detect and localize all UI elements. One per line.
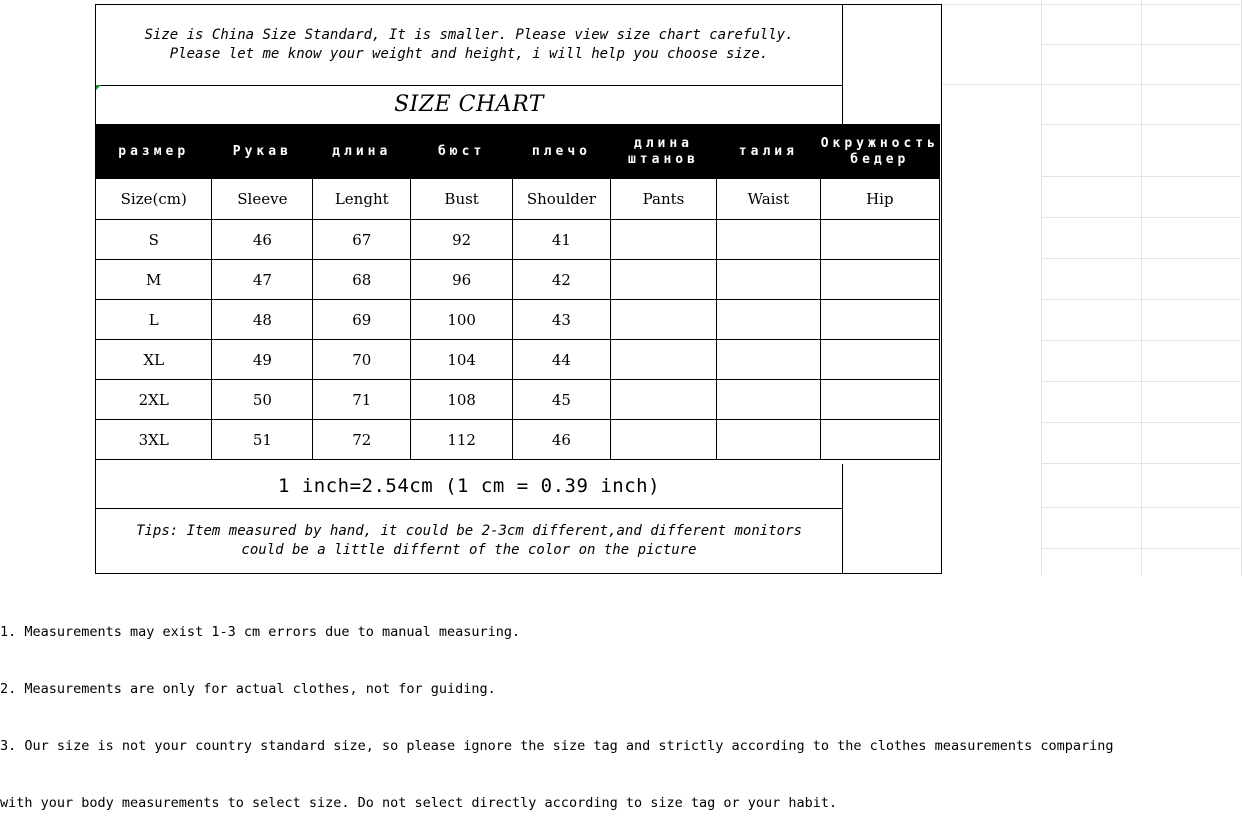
chart-title: SIZE CHART (96, 85, 843, 124)
table-row (96, 260, 940, 300)
pants-cell (610, 260, 716, 300)
gridline (1041, 381, 1241, 382)
shoulder-cell: 42 (513, 260, 611, 300)
sleeve-cell: 46 (212, 220, 313, 260)
header-cell: плечо (513, 125, 611, 179)
size-cell: L (96, 300, 212, 340)
size-cell: 2XL (96, 380, 212, 420)
header-cell: бюст (411, 125, 513, 179)
pants-cell (610, 300, 716, 340)
bust-cell: 112 (411, 420, 513, 460)
bust-cell: 92 (411, 220, 513, 260)
header-cell: Waist (717, 179, 821, 220)
header-cell: размер (96, 125, 212, 179)
header-cell: Size(cm) (96, 179, 212, 220)
hip-cell (820, 420, 939, 460)
header-cell: талия (717, 125, 821, 179)
table-row (96, 300, 940, 340)
gridline (1041, 258, 1241, 259)
empty-cell (842, 5, 943, 124)
bust-cell: 100 (411, 300, 513, 340)
sleeve-cell: 50 (212, 380, 313, 420)
gridline (1041, 44, 1241, 45)
header-cell: длина (313, 125, 411, 179)
gridline (942, 84, 1242, 85)
tips-line-1: Tips: Item measured by hand, it could be 2-3cm different,and different monitors (136, 523, 802, 539)
note-line: with your body measurements to select size. Do not select directly according to size tag or your habit. (0, 795, 838, 811)
waist-cell (717, 420, 821, 460)
measurement-tips (96, 509, 843, 573)
header-cell: Lenght (313, 179, 411, 220)
size-chart-sheet (95, 4, 942, 574)
header-cell: Sleeve (212, 179, 313, 220)
header-cell: Bust (411, 179, 513, 220)
shoulder-cell: 44 (513, 340, 611, 380)
length-cell: 71 (313, 380, 411, 420)
length-cell: 70 (313, 340, 411, 380)
size-table (95, 124, 940, 460)
hip-cell (820, 300, 939, 340)
bust-cell: 104 (411, 340, 513, 380)
note-line: 1. Measurements may exist 1-3 cm errors due to manual measuring. (0, 624, 521, 640)
header-cell: Окружность бедер (820, 125, 939, 179)
notice-line-1: Size is China Size Standard, It is smaller. Please view size chart carefully. (144, 27, 794, 43)
shoulder-cell: 41 (513, 220, 611, 260)
waist-cell (717, 260, 821, 300)
length-cell: 69 (313, 300, 411, 340)
bust-cell: 96 (411, 260, 513, 300)
length-cell: 67 (313, 220, 411, 260)
hip-cell (820, 340, 939, 380)
english-header-row (96, 179, 940, 220)
gridline (1041, 124, 1241, 125)
gridline (1141, 0, 1142, 575)
size-cell: S (96, 220, 212, 260)
pants-cell (610, 340, 716, 380)
size-cell: M (96, 260, 212, 300)
header-cell: Рукав (212, 125, 313, 179)
measurement-notes (0, 585, 1243, 832)
table-row (96, 340, 940, 380)
header-cell: Shoulder (513, 179, 611, 220)
notice-line-2: Please let me know your weight and height, i will help you choose size. (169, 46, 769, 62)
pants-cell (610, 380, 716, 420)
waist-cell (717, 220, 821, 260)
table-row (96, 420, 940, 460)
gridline (942, 4, 1242, 5)
gridline (1041, 463, 1241, 464)
unit-conversion: 1 inch=2.54cm (1 cm = 0.39 inch) (96, 464, 843, 509)
waist-cell (717, 340, 821, 380)
sleeve-cell: 49 (212, 340, 313, 380)
hip-cell (820, 220, 939, 260)
header-cell: Pants (610, 179, 716, 220)
table-row (96, 380, 940, 420)
hip-cell (820, 260, 939, 300)
gridline (1041, 548, 1241, 549)
size-cell: XL (96, 340, 212, 380)
header-cell: длина штанов (610, 125, 716, 179)
sleeve-cell: 51 (212, 420, 313, 460)
sleeve-cell: 47 (212, 260, 313, 300)
gridline (1041, 0, 1042, 575)
gridline (1041, 422, 1241, 423)
note-line: 3. Our size is not your country standard size, so please ignore the size tag and strictly according to the clothes measurements comparing (0, 738, 1114, 754)
size-notice (96, 5, 843, 86)
length-cell: 68 (313, 260, 411, 300)
shoulder-cell: 46 (513, 420, 611, 460)
gridline (1041, 299, 1241, 300)
gridline (1041, 176, 1241, 177)
shoulder-cell: 45 (513, 380, 611, 420)
sleeve-cell: 48 (212, 300, 313, 340)
gridline (1241, 0, 1242, 575)
shoulder-cell: 43 (513, 300, 611, 340)
waist-cell (717, 300, 821, 340)
bust-cell: 108 (411, 380, 513, 420)
gridline (1041, 340, 1241, 341)
russian-header-row (96, 125, 940, 179)
gridline (1041, 507, 1241, 508)
size-cell: 3XL (96, 420, 212, 460)
table-row (96, 220, 940, 260)
pants-cell (610, 420, 716, 460)
hip-cell (820, 380, 939, 420)
length-cell: 72 (313, 420, 411, 460)
pants-cell (610, 220, 716, 260)
waist-cell (717, 380, 821, 420)
note-line: 2. Measurements are only for actual clothes, not for guiding. (0, 681, 496, 697)
header-cell: Hip (820, 179, 939, 220)
gridline (1041, 217, 1241, 218)
tips-line-2: could be a little differnt of the color on the picture (241, 542, 697, 558)
